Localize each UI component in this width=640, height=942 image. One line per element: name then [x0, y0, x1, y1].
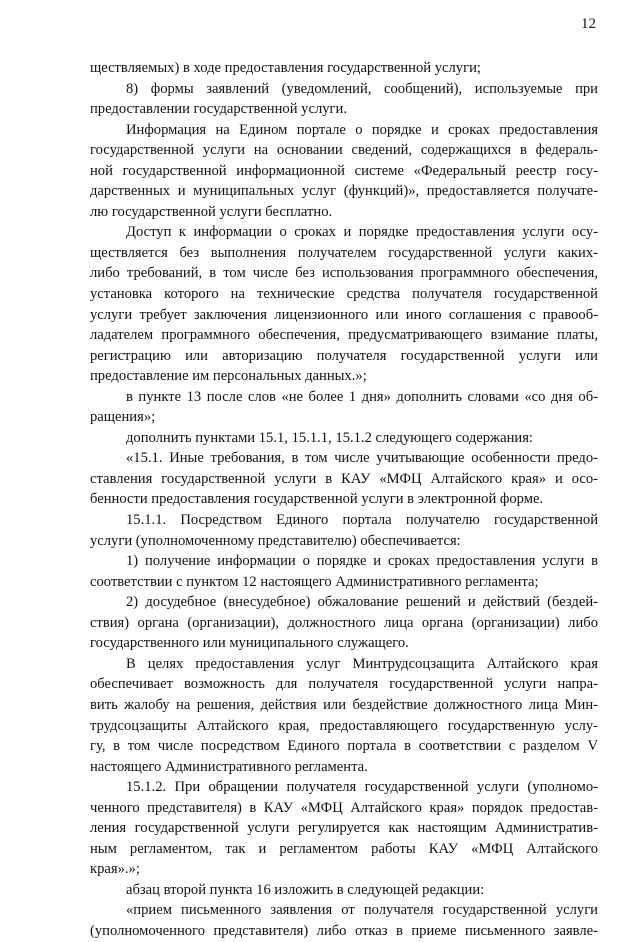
text-line: гу, в том числе посредством Единого портала в соответствии с разделом V	[90, 738, 598, 755]
text-line: вить жалобу на решения, действия или бездействие должностного лица Мин-	[90, 696, 598, 713]
text-line: ченного представителя) в КАУ «МФЦ Алтайского края» порядок предостав-	[90, 799, 598, 816]
text-line: ращения»;	[90, 409, 156, 426]
text-line: предоставлении государственной услуги.	[90, 101, 347, 118]
text-line: 8) формы заявлений (уведомлений, сообщений), используемые при	[126, 80, 598, 97]
text-line: государственной услуги на основании сведений, содержащихся в федераль-	[90, 142, 598, 159]
text-line: ществляемых) в ходе предоставления государственной услуги;	[90, 60, 481, 76]
text-line: дополнить пунктами 15.1, 15.1.1, 15.1.2 следующего содержания:	[126, 429, 533, 446]
text-line: бенности предоставления государственной услуги в электронной форме.	[90, 491, 544, 508]
text-line: ставления государственной услуги в КАУ «МФЦ Алтайского края» и осо-	[90, 470, 598, 487]
text-line: ладателем программного обеспечения, предусматривающего взимание платы,	[90, 327, 598, 344]
text-line: 15.1.2. При обращении получателя государственной услуги (уполномо-	[126, 779, 598, 796]
text-line: Доступ к информации о сроках и порядке предоставления услуги осу-	[126, 224, 598, 241]
document-body	[90, 58, 598, 942]
text-line: услуги (уполномоченному представителю) обеспечивается:	[90, 532, 461, 549]
text-line: Информация на Едином портале о порядке и сроках предоставления	[126, 121, 598, 138]
page-number: 12	[581, 16, 596, 32]
text-line: дарственных и муниципальных услуг (функций)», предоставляется получате-	[90, 183, 598, 200]
text-line: 15.1.1. Посредством Единого портала получателю государственной	[126, 512, 598, 529]
text-line: предоставление им персональных данных.»;	[90, 368, 367, 385]
text-line: В целях предоставления услуг Минтрудсоцзащита Алтайского края	[126, 655, 598, 672]
text-line: регистрацию или авторизацию получателя государственной услуги или	[90, 347, 598, 364]
text-line: трудсоцзащиты Алтайского края, предоставляющего государственную услу-	[90, 717, 598, 734]
text-line: «прием письменного заявления от получателя государственной услуги	[126, 902, 598, 919]
text-line: соответствии с пунктом 12 настоящего Административного регламента;	[90, 573, 539, 590]
text-line: в пункте 13 после слов «не более 1 дня» дополнить словами «со дня об-	[126, 388, 598, 405]
text-line: 2) досудебное (внесудебное) обжалование решений и действий (бездей-	[126, 594, 598, 611]
text-line: ствия) органа (организации), должностного лица органа (организации) либо	[90, 614, 598, 631]
text-line: обеспечивает возможность для получателя государственной услуги напра-	[90, 676, 598, 693]
text-line: ществляется без выполнения получателем государственной услуги каких-	[90, 244, 598, 261]
text-line: лю государственной услуги бесплатно.	[90, 203, 333, 220]
text-line: абзац второй пункта 16 изложить в следующей редакции:	[126, 881, 485, 898]
text-line: либо требований, в том числе без использования программного обеспечения,	[90, 265, 598, 282]
text-line: государственного или муниципального служащего.	[90, 635, 409, 652]
text-line: края».»;	[90, 861, 140, 878]
text-line: 1) получение информации о порядке и сроках предоставления услуги в	[126, 553, 598, 570]
text-line: установка которого на технические средства получателя государственной	[90, 286, 598, 303]
text-line: ной государственной информационной системе «Федеральный реестр госу-	[90, 162, 598, 179]
text-line: услуги требует заключения лицензионного или иного соглашения с правооб-	[90, 306, 598, 323]
text-line: ным регламентом, так и регламентом работы КАУ «МФЦ Алтайского	[90, 840, 598, 857]
text-line: (уполномоченного представителя) либо отказ в приеме письменного заявле-	[90, 922, 598, 939]
text-line: «15.1. Иные требования, в том числе учитывающие особенности предо-	[126, 450, 598, 467]
text-line: ления государственной услуги регулируется как настоящим Административ-	[90, 820, 598, 837]
text-line: настоящего Административного регламента.	[90, 758, 368, 775]
